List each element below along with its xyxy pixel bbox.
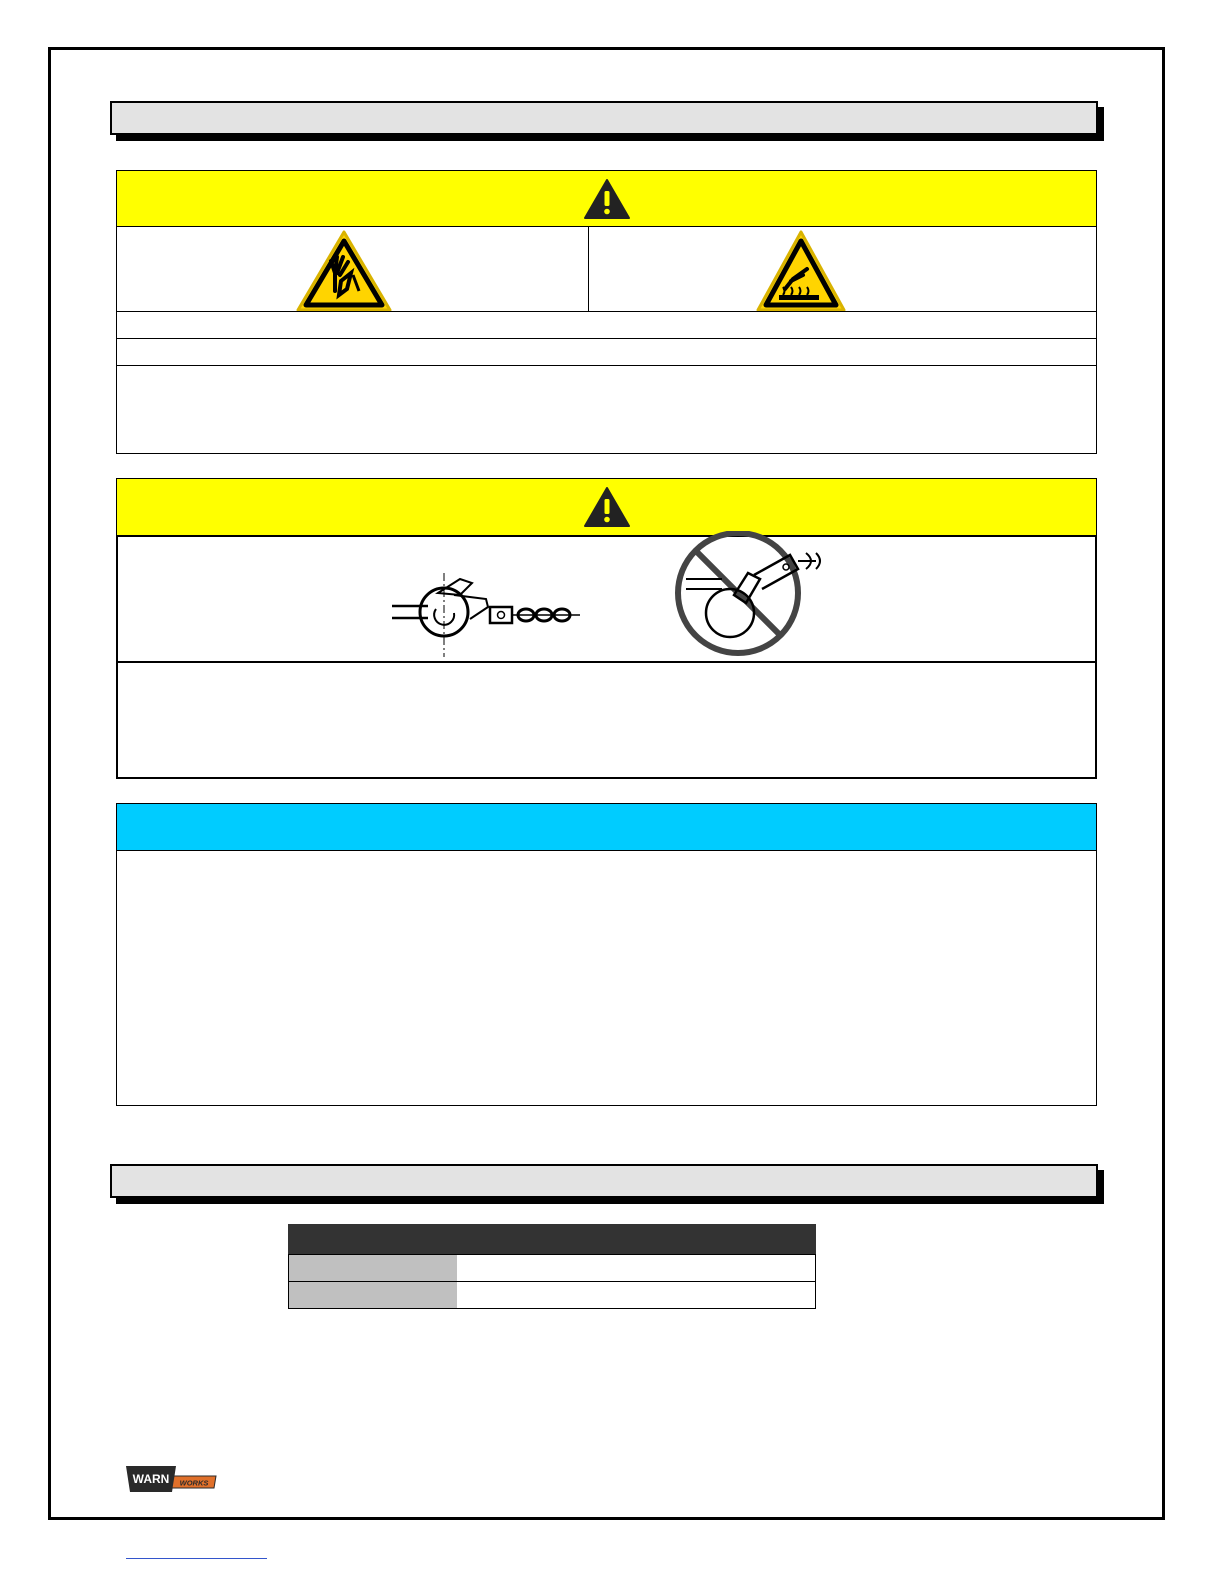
logo-brand-text: WARN: [132, 1472, 170, 1486]
table-row: [288, 1281, 816, 1309]
hook-illustration-panel: [116, 535, 1097, 663]
section-header-specifications: [110, 1164, 1098, 1198]
caution-header-bar: [116, 170, 1097, 227]
hook-description: [116, 661, 1097, 779]
logo-sub-text: WORKS: [179, 1478, 209, 1488]
hot-surface-cell: [588, 226, 1097, 312]
notice-box: [116, 803, 1097, 1106]
hazard-text-row-1: [116, 311, 1097, 339]
section-header-safety: [110, 101, 1098, 135]
hazard-text-row-2: [116, 338, 1097, 366]
table-row-value: [457, 1282, 815, 1308]
hot-surface-hazard-icon: [755, 229, 847, 313]
notice-description: [116, 850, 1097, 1106]
warning-triangle-icon: [583, 178, 631, 220]
footer-link-underline[interactable]: [126, 1558, 267, 1559]
hook-correct-rigging-image: [388, 569, 580, 659]
warn-works-logo: [124, 1464, 218, 1494]
hand-cut-hazard-icon: [295, 229, 393, 313]
hazard-description: [116, 365, 1097, 454]
warning-triangle-icon: [583, 486, 631, 528]
table-row-label: [289, 1255, 458, 1281]
table-row-label: [289, 1282, 458, 1308]
caution-header-bar: [116, 478, 1097, 536]
table-header: [288, 1224, 816, 1254]
table-row: [288, 1254, 816, 1282]
hook-prohibited-rigging-image: [666, 531, 836, 661]
notice-header-bar: [116, 803, 1097, 851]
caution-box-hazards: [116, 170, 1097, 454]
cut-hazard-cell: [116, 226, 589, 312]
table-row-value: [457, 1255, 815, 1281]
caution-box-hook: [116, 478, 1097, 779]
